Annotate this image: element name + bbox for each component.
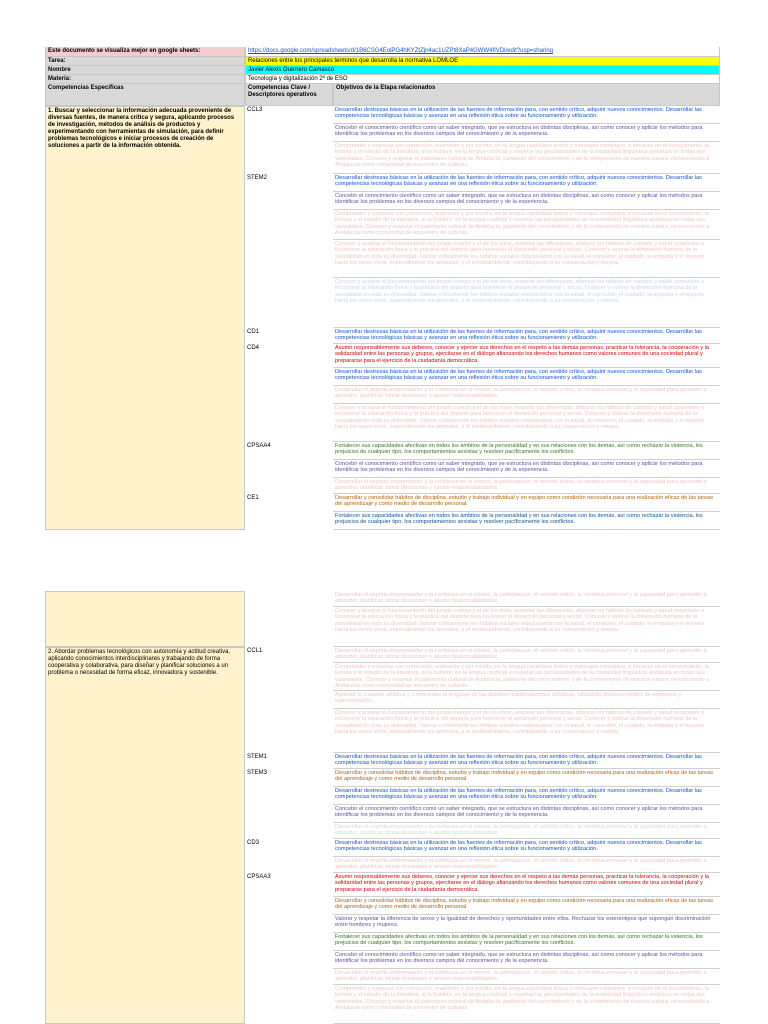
objective-row: Desarrollar el espíritu emprendedor y la confianza en sí mismo, la participación, el sentido crítico, la iniciativa personal y la capacidad para aprender a aprender, planificar, tomar decisiones y asumir responsabilidades. [333, 386, 720, 404]
view-label: Este documento se visualiza mejor en google sheets: [45, 47, 245, 56]
objective-row: Desarrollar el espíritu emprendedor y la confianza en sí mismo, la participación, el sentido crítico, la iniciativa personal y la capacidad para aprender a aprender, planificar, tomar decisiones y asumir responsabilidades. [333, 591, 720, 607]
materia-value: Tecnología y digitalización 2º de ESO [245, 75, 720, 83]
key-cd3: CD3 [247, 840, 260, 846]
col-header-competencias: Competencias Específicas [45, 84, 245, 105]
tarea-value: Relaciones entre los principales términos que desarrolla la normativa LOMLOE [245, 57, 720, 65]
objective-row: Conocer y aceptar el funcionamiento del propio cuerpo y el de los otros, respetar las diferencias, afianzar los hábitos de cuidado y salud corporales e incorporar la educación física y la práctica del deporte para favorecer el desarrollo personal y social. Conocer y valorar la dimensión humana de la sexualidad en toda su diversidad. Valorar críticamente los hábitos sociales relacionados con la salud, el consumo, el cuidado, la empatía y el respeto hacia los seres vivos, especialmente los animales, y el medioambiente, contribuyendo a su conservación y mejora. [333, 404, 720, 442]
objective-row: Concebir el conocimiento científico como un saber integrado, que se estructura en distintas disciplinas, así como conocer y aplicar los métodos para identificar los problemas en los diversos campos del conocimiento y de la experiencia. [333, 460, 720, 478]
col-header-clave: Competencias Clave / Descriptores operativos [245, 84, 333, 105]
objective-row: Conocer y aceptar el funcionamiento del propio cuerpo y el de los otros, respetar las diferencias, afianzar los hábitos de cuidado y salud corporales e incorporar la educación física y la práctica del deporte para favorecer el desarrollo personal y social. Conocer y valorar la dimensión humana de la sexualidad en toda su diversidad. Valorar críticamente los hábitos sociales relacionados con la salud, el consumo, el cuidado, la empatía y el respeto hacia los seres vivos, especialmente los animales, y el medioambiente, contribuyendo a su conservación y mejora. [333, 278, 720, 328]
objective-row: Desarrollar destrezas básicas en la utilización de las fuentes de información para, con sentido crítico, adquirir nuevos conocimientos. Desarrollar las competencias tecnológicas básicas y avanzar en una reflexión ética sobre su funcionamiento y utilización. [333, 839, 720, 857]
objective-row: Desarrollar el espíritu emprendedor y la confianza en sí mismo, la participación, el sentido crítico, la iniciativa personal y la capacidad para aprender a aprender, planificar, tomar decisiones y asumir responsabilidades. [333, 857, 720, 873]
key-cd4: CD4 [247, 345, 260, 351]
key-cpsaa3: CPSAA3 [247, 874, 271, 880]
key-ccl3: CCL3 [247, 107, 263, 113]
objective-row: Desarrollar destrezas básicas en la utilización de las fuentes de información para, con sentido crítico, adquirir nuevos conocimientos. Desarrollar las competencias tecnológicas básicas y avanzar en una reflexión ética sobre su funcionamiento y utilización. [333, 106, 720, 124]
row-tarea [45, 57, 720, 66]
sheet-link[interactable]: https://docs.google.com/spreadsheets/d/1B6CSG4EolPG4hKYZtZjn4ac1UZPt8XaP4GWW4fIVDl/edit?usp=sharing [245, 47, 720, 56]
objective-row: Desarrollar destrezas básicas en la utilización de las fuentes de información para, con sentido crítico, adquirir nuevos conocimientos. Desarrollar las competencias tecnológicas básicas y avanzar en una reflexión ética sobre su funcionamiento y utilización. [333, 174, 720, 192]
competency-block-2 [45, 591, 720, 1024]
objective-row: Comprender y expresar con corrección, oralmente y por escrito, en la lengua castellana textos y mensajes complejos, e iniciarse en el conocimiento, la lectura y el estudio de la literatura, si la hubiere, en la lengua cooficial y respetar las peculiaridades de la modalidad lingüística andaluza en todas sus variedades. Conocer y respetar el patrimonio cultural de Andalucía, partiendo del conocimiento y de la comprensión de nuestra cultura, reconociendo a Andalucía como comunidad de encuentro de culturas. [333, 663, 720, 691]
key-stem2: STEM2 [247, 175, 268, 181]
objective-row: Desarrollar destrezas básicas en la utilización de las fuentes de información para, con sentido crítico, adquirir nuevos conocimientos. Desarrollar las competencias tecnológicas básicas y avanzar en una reflexión ética sobre su funcionamiento y utilización. [333, 787, 720, 805]
objective-row: Desarrollar el espíritu emprendedor y la confianza en sí mismo, la participación, el sentido crítico, la iniciativa personal y la capacidad para aprender a aprender, planificar, tomar decisiones y asumir responsabilidades. [333, 647, 720, 663]
key-cpsaa4: CPSAA4 [247, 443, 271, 449]
row-columns [45, 84, 720, 106]
key-cd1: CD1 [247, 329, 260, 335]
objective-row: Desarrollar destrezas básicas en la utilización de las fuentes de información para, con sentido crítico, adquirir nuevos conocimientos. Desarrollar las competencias tecnológicas básicas y avanzar en una reflexión ética sobre su funcionamiento y utilización. [333, 328, 720, 344]
col-header-objetivos: Objetivos de la Etapa relacionados [333, 84, 720, 105]
nombre-label: Nombre [45, 66, 245, 74]
objective-row: Concebir el conocimiento científico como un saber integrado, que se estructura en distintas disciplinas, así como conocer y aplicar los métodos para identificar los problemas en los diversos campos del conocimiento y de la experiencia. [333, 192, 720, 210]
competency-1-text: 1. Buscar y seleccionar la información adecuada proveniente de diversas fuentes, de manera crítica y segura, aplicando procesos de investigación, métodos de análisis de productos y experimentando con herramientas de simulación, para definir problemas tecnológicos e iniciar procesos de creación de soluciones a partir de la información obtenida. [48, 108, 235, 149]
materia-label: Materia: [45, 75, 245, 83]
objective-row: Valorar y respetar la diferencia de sexos y la igualdad de derechos y oportunidades entre ellos. Rechazar los estereotipos que supongan discriminación entre hombres y mujeres. [333, 915, 720, 933]
competency-1 [45, 106, 245, 530]
competency-2-text: 2. Abordar problemas tecnológicos con autonomía y actitud creativa, aplicando conocimientos interdisciplinares y trabajando de forma cooperativa y colaborativa, para diseñar y planificar soluciones a un problema o necesidad de forma eficaz, innovadora y sostenible. [48, 649, 231, 676]
objective-row: Desarrollar el espíritu emprendedor y la confianza en sí mismo, la participación, el sentido crítico, la iniciativa personal y la capacidad para aprender a aprender, planificar, tomar decisiones y asumir responsabilidades. [333, 823, 720, 839]
tarea-label: Tarea: [45, 57, 245, 65]
row-nombre [45, 66, 720, 75]
row-materia [45, 75, 720, 84]
competency-block-1 [45, 106, 720, 530]
spreadsheet [45, 47, 720, 1024]
nombre-value: Javier Alexis Guerrero Camasco [245, 66, 720, 74]
objective-row: Comprender y expresar con corrección, oralmente y por escrito, en la lengua castellana textos y mensajes complejos, e iniciarse en el conocimiento, la lectura y el estudio de la literatura, si la hubiere, en la lengua cooficial y respetar las peculiaridades de la modalidad lingüística andaluza en todas sus variedades. Conocer y respetar el patrimonio cultural de Andalucía, partiendo del conocimiento y de la comprensión de nuestra cultura, reconociendo a Andalucía como comunidad de encuentro de culturas. [333, 142, 720, 174]
competency-2 [45, 647, 245, 1024]
objective-row: Concebir el conocimiento científico como un saber integrado, que se estructura en distintas disciplinas, así como conocer y aplicar los métodos para identificar los problemas en los diversos campos del conocimiento y de la experiencia. [333, 951, 720, 969]
objective-row: Fortalecer sus capacidades afectivas en todos los ámbitos de la personalidad y en sus relaciones con los demás, así como rechazar la violencia, los prejuicios de cualquier tipo, los comportamientos sexistas y resolver pacíficamente los conflictos. [333, 442, 720, 460]
competency-empty [45, 591, 245, 647]
objective-row: Conocer y aceptar el funcionamiento del propio cuerpo y el de los otros, respetar las diferencias, afianzar los hábitos de cuidado y salud corporales e incorporar la educación física y la práctica del deporte para favorecer el desarrollo personal y social. Conocer y valorar la dimensión humana de la sexualidad en toda su diversidad. Valorar críticamente los hábitos sociales relacionados con la salud, el consumo, el cuidado, la empatía y el respeto hacia los seres vivos, especialmente los animales, y el medioambiente, contribuyendo a su conservación y mejora. [333, 240, 720, 278]
objective-row: Desarrollar y consolidar hábitos de disciplina, estudio y trabajo individual y en equipo como condición necesaria para una realización eficaz de las tareas del aprendizaje y como medio de desarrollo personal. [333, 769, 720, 787]
objective-row: Comprender y expresar con corrección, oralmente y por escrito, en la lengua castellana textos y mensajes complejos, e iniciarse en el conocimiento, la lectura y el estudio de la literatura, si la hubiere, en la lengua cooficial y respetar las peculiaridades de la modalidad lingüística andaluza en todas sus variedades. Conocer y respetar el patrimonio cultural de Andalucía, partiendo del conocimiento y de la comprensión de nuestra cultura, reconociendo a Andalucía como comunidad de encuentro de culturas. [333, 210, 720, 240]
objective-row: Conocer y aceptar el funcionamiento del propio cuerpo y el de los otros, respetar las diferencias, afianzar los hábitos de cuidado y salud corporales e incorporar la educación física y la práctica del deporte para favorecer el desarrollo personal y social. Conocer y valorar la dimensión humana de la sexualidad en toda su diversidad. Valorar críticamente los hábitos sociales relacionados con la salud, el consumo, el cuidado, la empatía y el respeto hacia los seres vivos, especialmente los animales, y el medioambiente, contribuyendo a su conservación y mejora. [333, 709, 720, 753]
objective-row: Fortalecer sus capacidades afectivas en todos los ámbitos de la personalidad y en sus relaciones con los demás, así como rechazar la violencia, los prejuicios de cualquier tipo, los comportamientos sexistas y resolver pacíficamente los conflictos. [333, 933, 720, 951]
objective-row: Desarrollar destrezas básicas en la utilización de las fuentes de información para, con sentido crítico, adquirir nuevos conocimientos. Desarrollar las competencias tecnológicas básicas y avanzar en una reflexión ética sobre su funcionamiento y utilización. [333, 753, 720, 769]
objective-row: Desarrollar el espíritu emprendedor y la confianza en sí mismo, la participación, el sentido crítico, la iniciativa personal y la capacidad para aprender a aprender, planificar, tomar decisiones y asumir responsabilidades. [333, 478, 720, 494]
objective-row: Desarrollar el espíritu emprendedor y la confianza en sí mismo, la participación, el sentido crítico, la iniciativa personal y la capacidad para aprender a aprender, planificar, tomar decisiones y asumir responsabilidades. [333, 969, 720, 985]
objective-row: Concebir el conocimiento científico como un saber integrado, que se estructura en distintas disciplinas, así como conocer y aplicar los métodos para identificar los problemas en los diversos campos del conocimiento y de la experiencia. [333, 124, 720, 142]
key-stem3: STEM3 [247, 770, 268, 776]
key-ce1: CE1 [247, 495, 259, 501]
objective-row: Apreciar la creación artística y comprender el lenguaje de las distintas manifestaciones artísticas, utilizando diversos medios de expresión y representación. [333, 691, 720, 709]
row-view-info [45, 47, 720, 57]
objective-row: Asumir responsablemente sus deberes, conocer y ejercer sus derechos en el respeto a las demás personas, practicar la tolerancia, la cooperación y la solidaridad entre las personas y grupos, ejercitarse en el diálogo afianzando los derechos humanos como valores comunes de una sociedad plural y prepararse para el ejercicio de la ciudadanía democrática. [333, 344, 720, 368]
objective-row: Desarrollar y consolidar hábitos de disciplina, estudio y trabajo individual y en equipo como condición necesaria para una realización eficaz de las tareas del aprendizaje y como medio de desarrollo personal. [333, 897, 720, 915]
objective-row: Concebir el conocimiento científico como un saber integrado, que se estructura en distintas disciplinas, así como conocer y aplicar los métodos para identificar los problemas en los diversos campos del conocimiento y de la experiencia. [333, 805, 720, 823]
objective-row: Asumir responsablemente sus deberes, conocer y ejercer sus derechos en el respeto a las demás personas, practicar la tolerancia, la cooperación y la solidaridad entre las personas y grupos, ejercitarse en el diálogo afianzando los derechos humanos como valores comunes de una sociedad plural y prepararse para el ejercicio de la ciudadanía democrática. [333, 873, 720, 897]
key-ccl1: CCL1 [247, 648, 263, 654]
objective-row: Desarrollar destrezas básicas en la utilización de las fuentes de información para, con sentido crítico, adquirir nuevos conocimientos. Desarrollar las competencias tecnológicas básicas y avanzar en una reflexión ética sobre su funcionamiento y utilización. [333, 368, 720, 386]
objective-row: Desarrollar y consolidar hábitos de disciplina, estudio y trabajo individual y en equipo como condición necesaria para una realización eficaz de las tareas del aprendizaje y como medio de desarrollo personal. [333, 494, 720, 512]
key-stem1: STEM1 [247, 754, 268, 760]
objective-row: Conocer y aceptar el funcionamiento del propio cuerpo y el de los otros, respetar las diferencias, afianzar los hábitos de cuidado y salud corporales e incorporar la educación física y la práctica del deporte para favorecer el desarrollo personal y social. Conocer y valorar la dimensión humana de la sexualidad en toda su diversidad. Valorar críticamente los hábitos sociales relacionados con la salud, el consumo, el cuidado, la empatía y el respeto hacia los seres vivos, especialmente los animales, y el medioambiente, contribuyendo a su conservación y mejora. [333, 607, 720, 647]
objective-row: Comprender y expresar con corrección, oralmente y por escrito, en la lengua castellana textos y mensajes complejos, e iniciarse en el conocimiento, la lectura y el estudio de la literatura, si la hubiere, en la lengua cooficial y respetar las peculiaridades de la modalidad lingüística andaluza en todas sus variedades. Conocer y respetar el patrimonio cultural de Andalucía, partiendo del conocimiento y de la comprensión de nuestra cultura, reconociendo a Andalucía como comunidad de encuentro de culturas. [333, 985, 720, 1024]
objective-row: Fortalecer sus capacidades afectivas en todos los ámbitos de la personalidad y en sus relaciones con los demás, así como rechazar la violencia, los prejuicios de cualquier tipo, los comportamientos sexistas y resolver pacíficamente los conflictos. [333, 512, 720, 530]
